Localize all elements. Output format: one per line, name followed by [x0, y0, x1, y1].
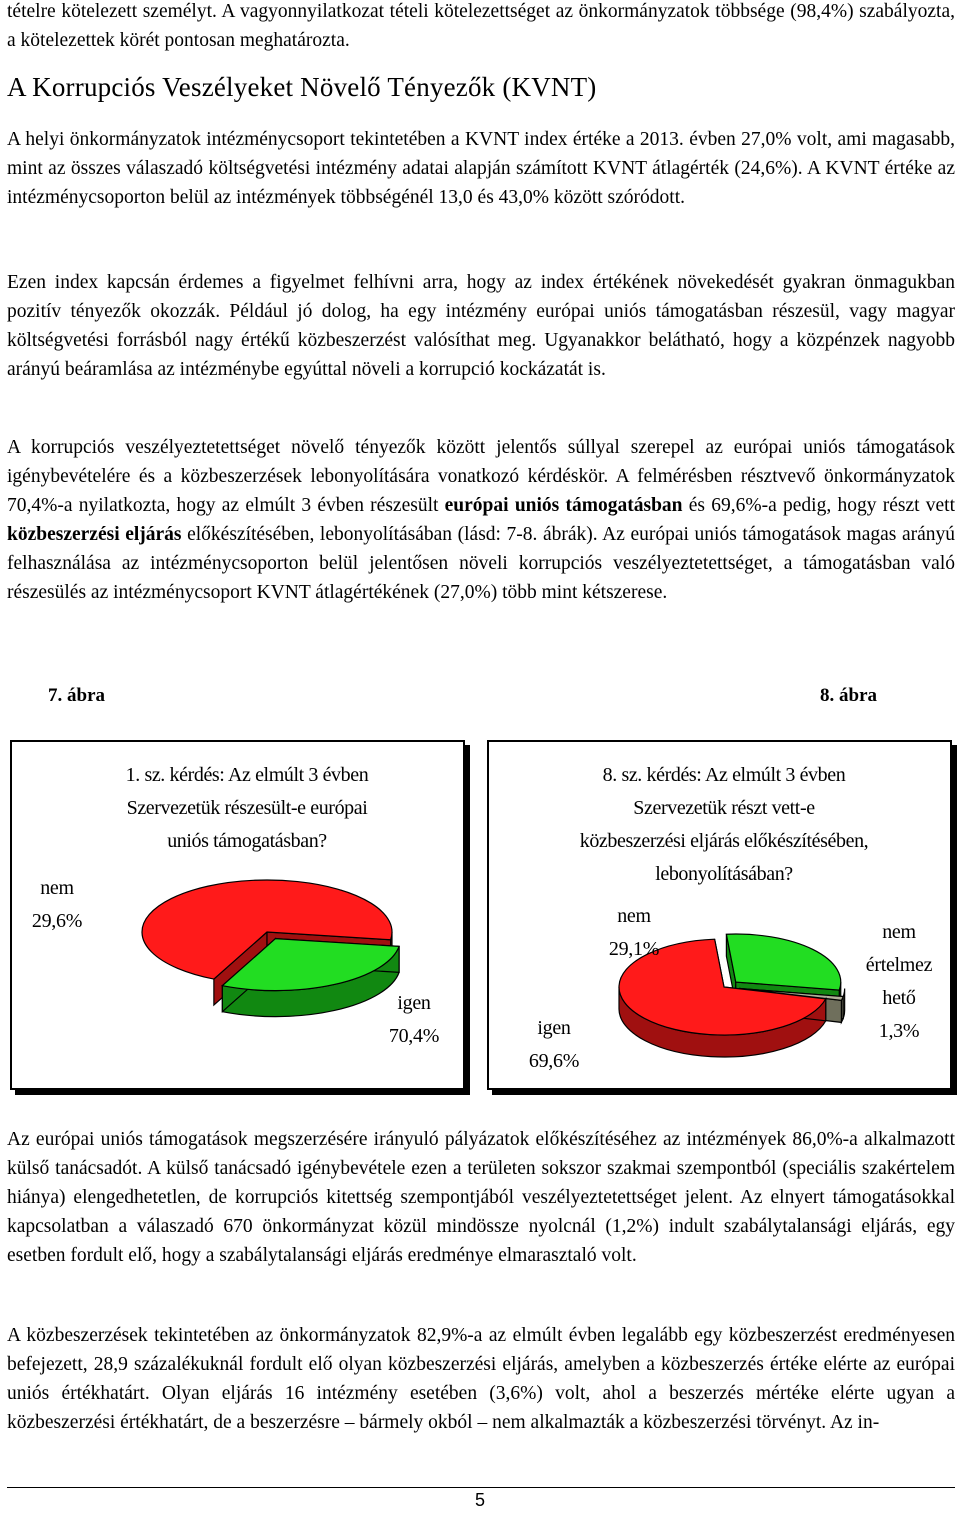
- chart-8-title-line: Szervezetük részt vett-e: [633, 797, 815, 819]
- slice-label-value: 70,4%: [388, 1025, 440, 1047]
- chart-8-box: [487, 740, 952, 1090]
- chart-8-label-igen: [514, 1012, 594, 1078]
- paragraph-eu-support: [7, 433, 955, 607]
- chart-7-label-nem: [17, 872, 97, 938]
- slice-label-name: hető: [882, 987, 916, 1009]
- slice-label-name: igen: [537, 1017, 571, 1039]
- paragraph-intro: tételre kötelezett személyt. A vagyonnyilatkozat tételi kötelezettséget az önkormányzatok többsége (98,4%) szabályozta, a kötelezettek körét pontosan meghatározta.: [7, 1, 955, 51]
- paragraph-consultants: Az európai uniós támogatások megszerzésére irányuló pályázatok előkészítéséhez az intézmények 86,0%-a alkalmazott külső tanácsadót. A külső tanácsadó igénybevétele ezen a területen sokszor szakmai szempontból (speciális szakértelem hiánya) elengedhetetlen, de korrupciós kitettség szempontjából veszélyeztetettséget jelent. Az elnyert támogatásokkal kapcsolatban a válaszadó 670 önkormányzat közül mindössze nyolcnál (1,2%) indult szabálytalansági eljárás, egy esetben fordult elő, hogy a szabálytalansági eljárás eredménye elmarasztaló volt.: [7, 1129, 955, 1266]
- text-run: és 69,6%-a pedig, hogy részt vett: [682, 495, 956, 516]
- chart-7-box: [10, 740, 465, 1090]
- chart-7-title-line: 1. sz. kérdés: Az elmúlt 3 évben: [125, 764, 369, 786]
- chart-7-label-igen: [374, 987, 454, 1053]
- slice-label-value: 29,1%: [608, 938, 660, 960]
- slice-label-name: értelmez: [865, 954, 933, 976]
- chart-8-title-line: lebonyolításában?: [655, 863, 793, 885]
- chart-8-title: [529, 759, 919, 891]
- slice-label-name: nem: [882, 921, 916, 943]
- paragraph-kvnt-index: A helyi önkormányzatok intézménycsoport tekintetében a KVNT index értéke a 2013. évben 27,0% volt, ami magasabb, mint az összes válaszadó költségvetési intézmény adatai alapján számított KVNT átlagérték (24,6%). A KVNT értéke az intézménycsoporton belül az intézmények többségénél 13,0 és 43,0% között szóródott.: [7, 129, 955, 208]
- slice-label-value: 29,6%: [31, 910, 83, 932]
- chart-8-title-line: közbeszerzési eljárás előkészítésében,: [579, 830, 869, 852]
- chart-7-title-line: Szervezetük részesült-e európai: [126, 797, 368, 819]
- page-number: 5: [474, 1490, 485, 1510]
- bold-procurement: közbeszerzési eljárás: [7, 524, 182, 545]
- text-run: előkészítésében, lebonyolításában (lásd: 7-8. ábrák). Az európai uniós támogatások magas arányú felhasználása az intézménycsoporton belül jelentősen növeli korrupciós veszélyeztetettséget, a támogatásban való részesülés az intézménycsoport KVNT átlagértékének (27,0%) több mint kétszerese.: [7, 524, 955, 603]
- chart-8-title-line: 8. sz. kérdés: Az elmúlt 3 évben: [602, 764, 846, 786]
- paragraph-index-factors: Ezen index kapcsán érdemes a figyelmet felhívni arra, hogy az index értékének növekedését gyakran önmagukban pozitív tényezők okozzák. Például jó dolog, ha egy intézmény európai uniós támogatásban részesül, vagy magyar költségvetési forrásból nagy értékű közbeszerzést valósíthat meg. Ugyanakkor belátható, hogy a közpénzek nagyobb arányú beáramlása az intézménybe egyúttal növeli a korrupció kockázatát is.: [7, 272, 955, 380]
- slice-label-value: 69,6%: [528, 1050, 580, 1072]
- bold-eu-support: európai uniós támogatásban: [444, 495, 683, 516]
- pie-top-nem: [726, 934, 840, 990]
- section-heading: A Korrupciós Veszélyeket Növelő Tényezők (KVNT): [7, 72, 597, 102]
- slice-label-value: 1,3%: [878, 1020, 920, 1042]
- slice-label-name: nem: [617, 905, 651, 927]
- footer-divider: [7, 1487, 955, 1488]
- figure-8-label: 8. ábra: [820, 685, 877, 706]
- chart-7-title: [62, 759, 432, 858]
- figure-7-label: 7. ábra: [48, 685, 105, 706]
- chart-8-label-nem-ertelmezheto: [849, 916, 949, 1048]
- chart-8-label-nem: [589, 900, 679, 966]
- slice-label-name: igen: [397, 992, 431, 1014]
- text-run: A korrupciós veszélyeztetettséget növelő tényezők között jelentős súllyal szerepel az európai uniós támogatások igénybevételére és a közbeszerzések lebonyolítására vonatkozó kérdéskör. A felmérésben résztvevő önkormányzatok 70,4%-a nyilatkozta, hogy az elmúlt 3 évben részesült: [7, 437, 955, 516]
- slice-label-name: nem: [40, 877, 74, 899]
- chart-7-title-line: uniós támogatásban?: [167, 830, 327, 852]
- paragraph-procurement: A közbeszerzések tekintetében az önkormányzatok 82,9%-a az elmúlt évben legalább egy közbeszerzést eredményesen befejezett, 28,9 százalékuknál fordult elő olyan közbeszerzési eljárás, amelyben a közbeszerzés értéke elérte az európai uniós értékhatárt. Olyan eljárás 16 intézmény esetében (3,6%) volt, ahol a beszerzés mértéke elérte ugyan a közbeszerzési értékhatárt, de a beszerzésre – bármely okból – nem alkalmazták a közbeszerzési törvényt. Az in-: [7, 1325, 955, 1433]
